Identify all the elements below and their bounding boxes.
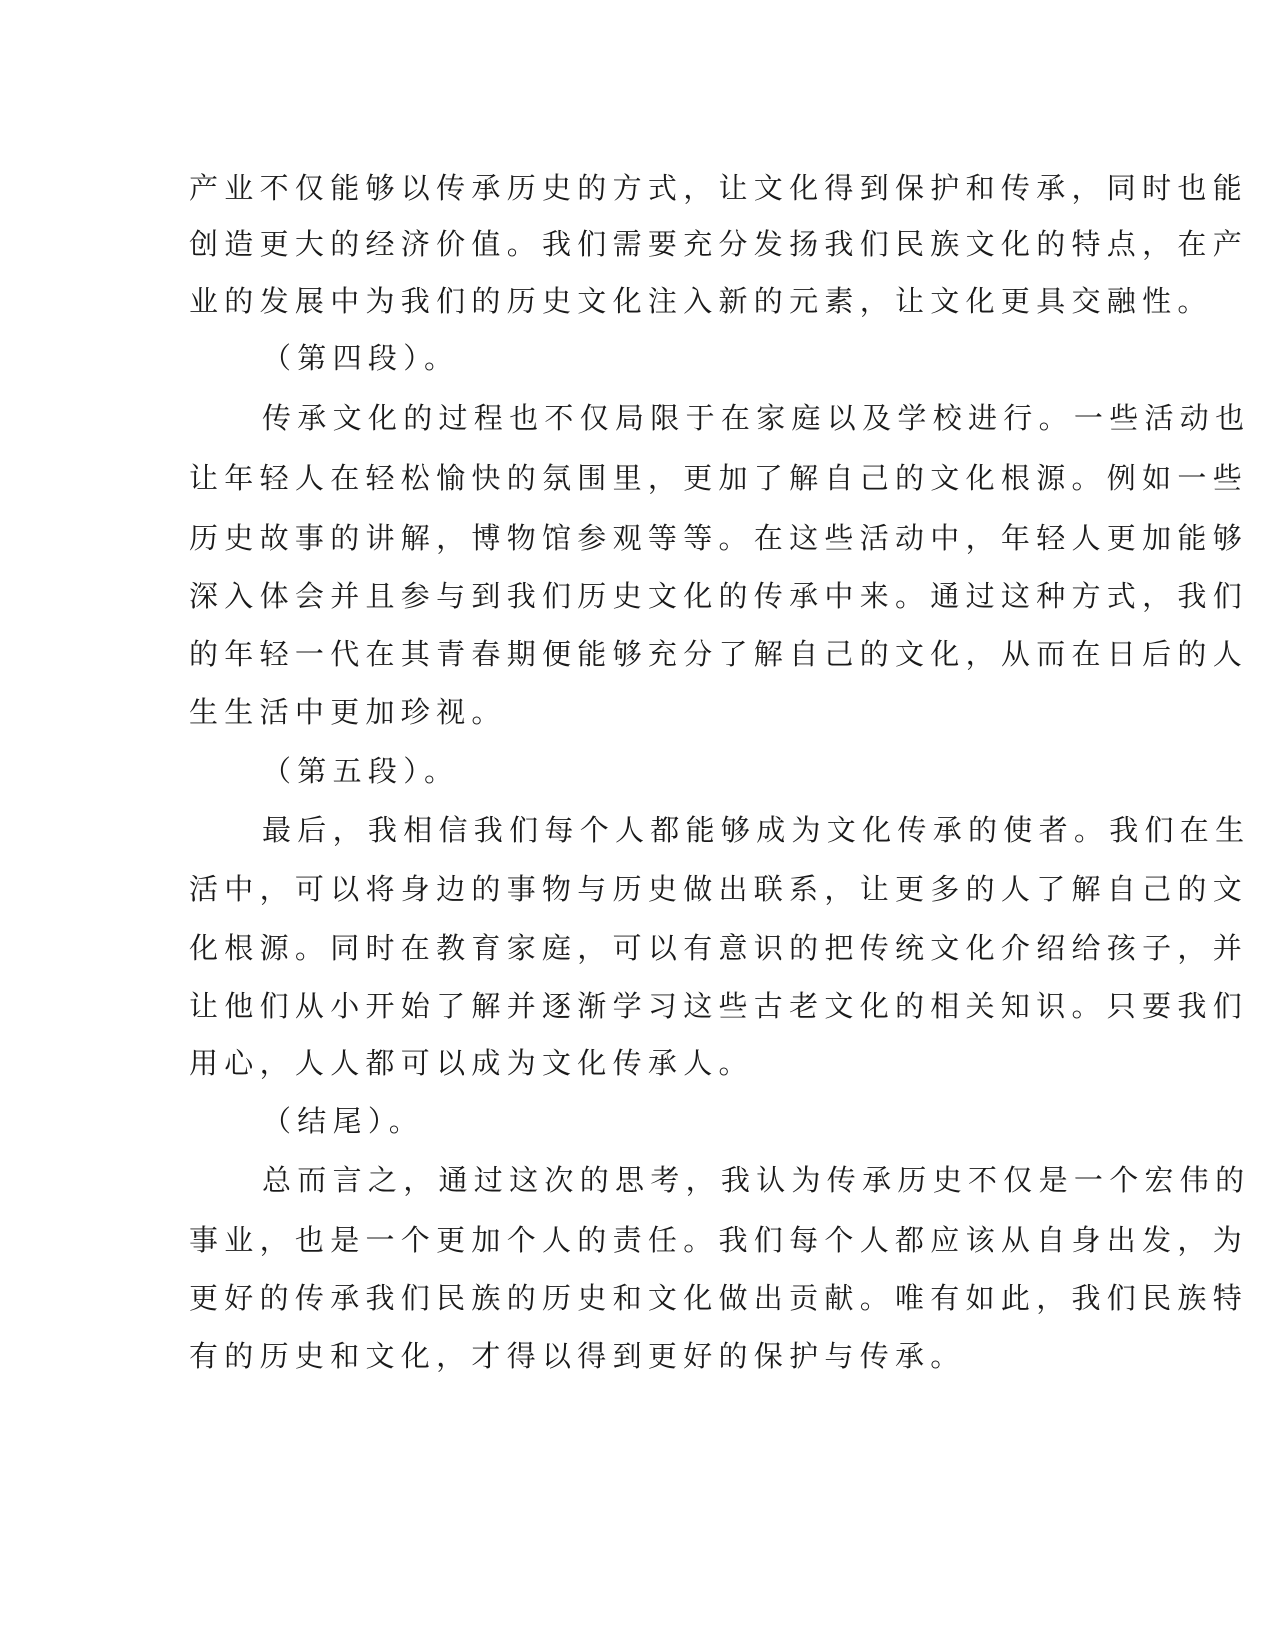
text-line: 产业不仅能够以传承历史的方式，让文化得到保护和传承，同时也能 bbox=[189, 171, 1249, 205]
text-line: 业的发展中为我们的历史文化注入新的元素，让文化更具交融性。 bbox=[189, 284, 1213, 318]
text-line: 更好的传承我们民族的历史和文化做出贡献。唯有如此，我们民族特 bbox=[189, 1281, 1249, 1315]
text-line: 让他们从小开始了解并逐渐学习这些古老文化的相关知识。只要我们 bbox=[189, 989, 1249, 1023]
section-heading: （结尾）。 bbox=[262, 1104, 425, 1138]
text-line: 传承文化的过程也不仅局限于在家庭以及学校进行。一些活动也 bbox=[262, 401, 1251, 435]
text-line: 生生活中更加珍视。 bbox=[189, 695, 507, 729]
text-line: 历史故事的讲解，博物馆参观等等。在这些活动中，年轻人更加能够 bbox=[189, 521, 1249, 555]
section-heading: （第四段）。 bbox=[262, 341, 460, 375]
text-line: 事业，也是一个更加个人的责任。我们每个人都应该从自身出发，为 bbox=[189, 1223, 1249, 1257]
text-line: 创造更大的经济价值。我们需要充分发扬我们民族文化的特点，在产 bbox=[189, 227, 1249, 261]
text-line: 总而言之，通过这次的思考，我认为传承历史不仅是一个宏伟的 bbox=[262, 1163, 1251, 1197]
text-line: 有的历史和文化，才得以得到更好的保护与传承。 bbox=[189, 1339, 966, 1373]
section-heading: （第五段）。 bbox=[262, 754, 460, 788]
text-line: 最后，我相信我们每个人都能够成为文化传承的使者。我们在生 bbox=[262, 813, 1251, 847]
text-line: 化根源。同时在教育家庭，可以有意识的把传统文化介绍给孩子，并 bbox=[189, 931, 1249, 965]
text-line: 用心，人人都可以成为文化传承人。 bbox=[189, 1046, 754, 1080]
text-line: 让年轻人在轻松愉快的氛围里，更加了解自己的文化根源。例如一些 bbox=[189, 461, 1249, 495]
text-line: 的年轻一代在其青春期便能够充分了解自己的文化，从而在日后的人 bbox=[189, 637, 1249, 671]
text-line: 活中，可以将身边的事物与历史做出联系，让更多的人了解自己的文 bbox=[189, 872, 1249, 906]
text-line: 深入体会并且参与到我们历史文化的传承中来。通过这种方式，我们 bbox=[189, 579, 1249, 613]
